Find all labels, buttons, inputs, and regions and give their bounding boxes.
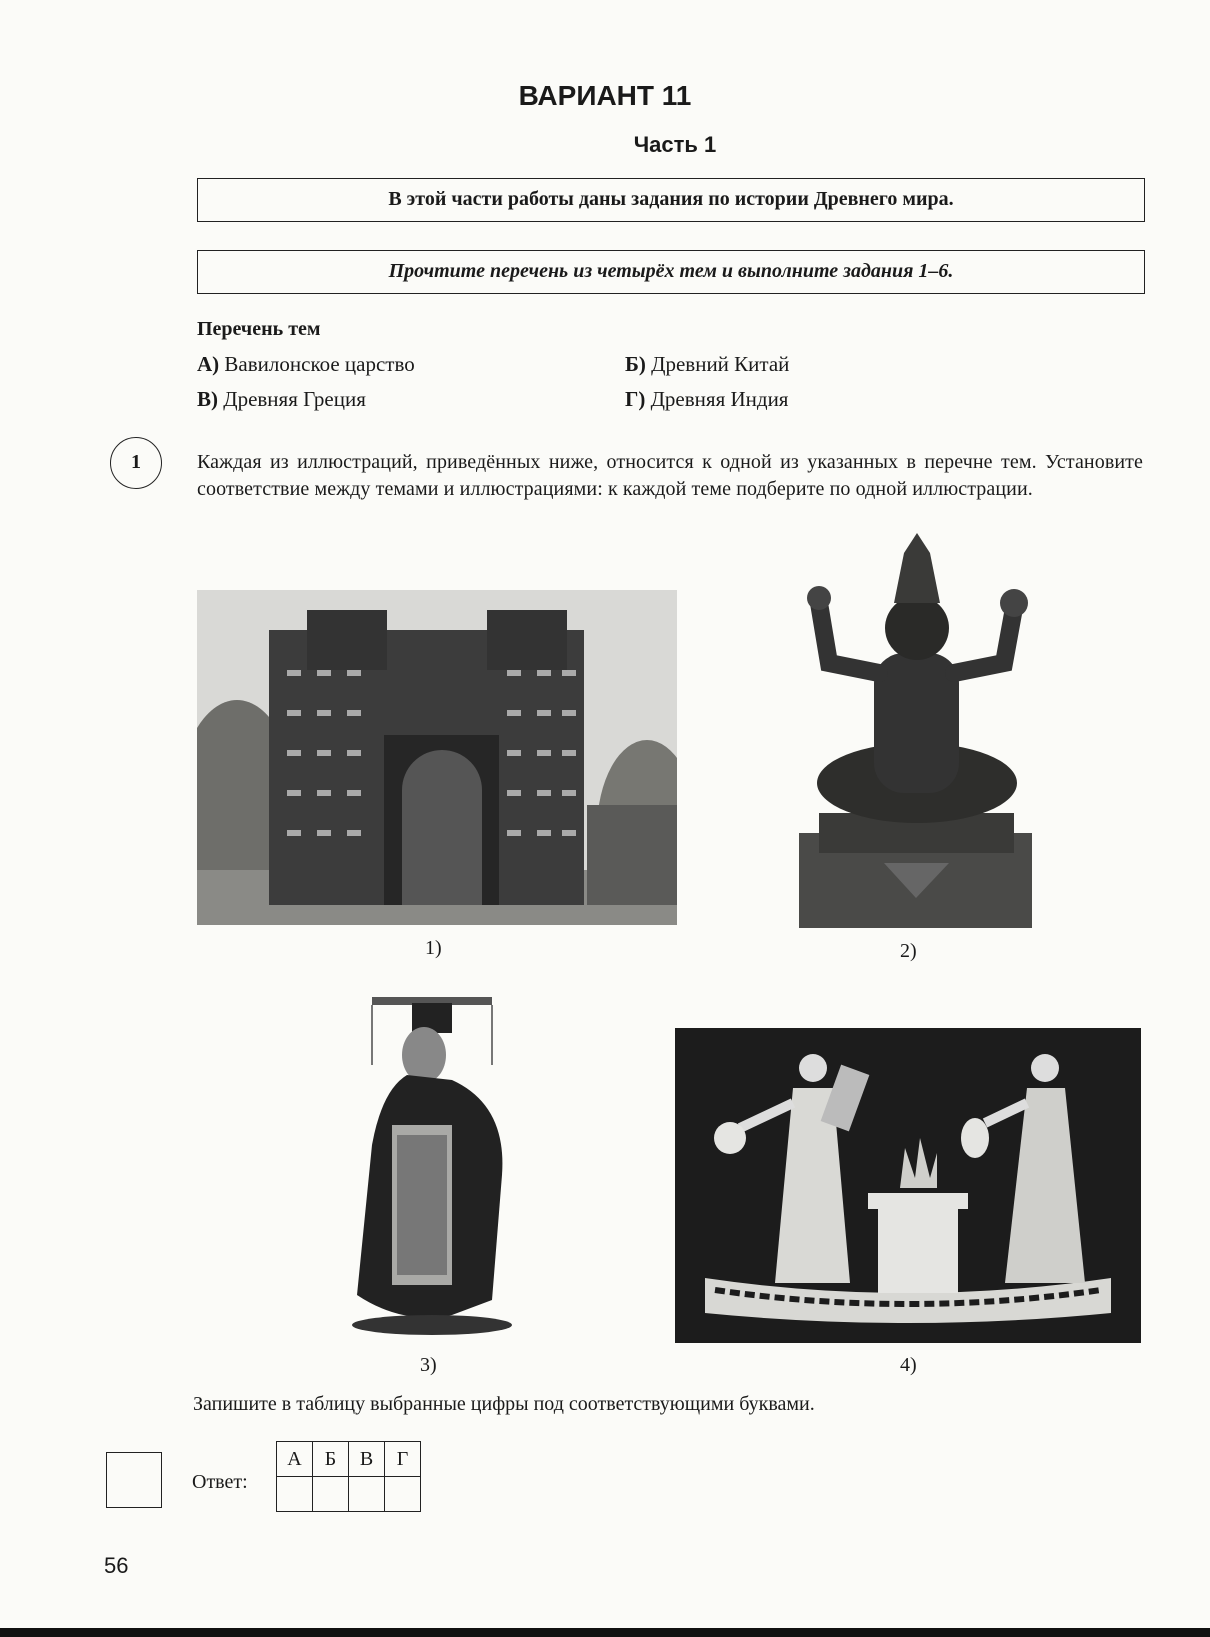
bottom-edge <box>0 1628 1210 1637</box>
answer-cell-a[interactable] <box>277 1477 313 1512</box>
score-box[interactable] <box>106 1452 162 1508</box>
caption-4: 4) <box>900 1354 917 1376</box>
illustration-1-ishtar-gate <box>197 590 677 925</box>
answer-table <box>276 1441 421 1512</box>
topic-v <box>197 387 366 412</box>
illustration-4-greek-vase-painting <box>675 1028 1141 1343</box>
answer-header-a: А <box>277 1442 313 1477</box>
topic-a <box>197 352 415 377</box>
task-number-circle: 1 <box>110 437 162 489</box>
topic-v-letter: В) <box>197 387 218 411</box>
topic-g <box>625 387 788 412</box>
caption-1: 1) <box>425 937 442 959</box>
illustration-3-chinese-emperor <box>342 995 542 1335</box>
answer-label: Ответ: <box>192 1471 248 1493</box>
write-instruction: Запишите в таблицу выбранные цифры под соответствующими буквами. <box>193 1393 815 1415</box>
answer-cell-v[interactable] <box>349 1477 385 1512</box>
instruction-box-1: В этой части работы даны задания по истории Древнего мира. <box>197 178 1145 222</box>
answer-header-b: Б <box>313 1442 349 1477</box>
topic-a-name: Вавилонское царство <box>224 352 415 376</box>
answer-cell-b[interactable] <box>313 1477 349 1512</box>
topic-g-name: Древняя Индия <box>650 387 789 411</box>
task-1-text: Каждая из иллюстраций, приведённых ниже, относится к одной из указанных в перечне тем. Установите соответствие между темами и иллюстрациями: к каждой теме подберите по одной иллюстрации. <box>197 451 1143 500</box>
topic-b-name: Древний Китай <box>651 352 790 376</box>
answer-header-v: В <box>349 1442 385 1477</box>
part-title: Часть 1 <box>633 132 717 157</box>
page-number: 56 <box>104 1553 129 1578</box>
topic-b-letter: Б) <box>625 352 646 376</box>
answer-cell-g[interactable] <box>385 1477 421 1512</box>
topic-a-letter: А) <box>197 352 220 376</box>
variant-title: ВАРИАНТ 11 <box>518 80 692 111</box>
caption-3: 3) <box>420 1354 437 1376</box>
caption-2: 2) <box>900 940 917 962</box>
answer-header-g: Г <box>385 1442 421 1477</box>
illustration-2-brahma-statue <box>799 533 1032 928</box>
instruction-box-2: Прочтите перечень из четырёх тем и выполните задания 1–6. <box>197 250 1145 294</box>
topic-v-name: Древняя Греция <box>223 387 366 411</box>
topics-title: Перечень тем <box>197 318 321 340</box>
topic-b <box>625 352 789 377</box>
topic-g-letter: Г) <box>625 387 646 411</box>
